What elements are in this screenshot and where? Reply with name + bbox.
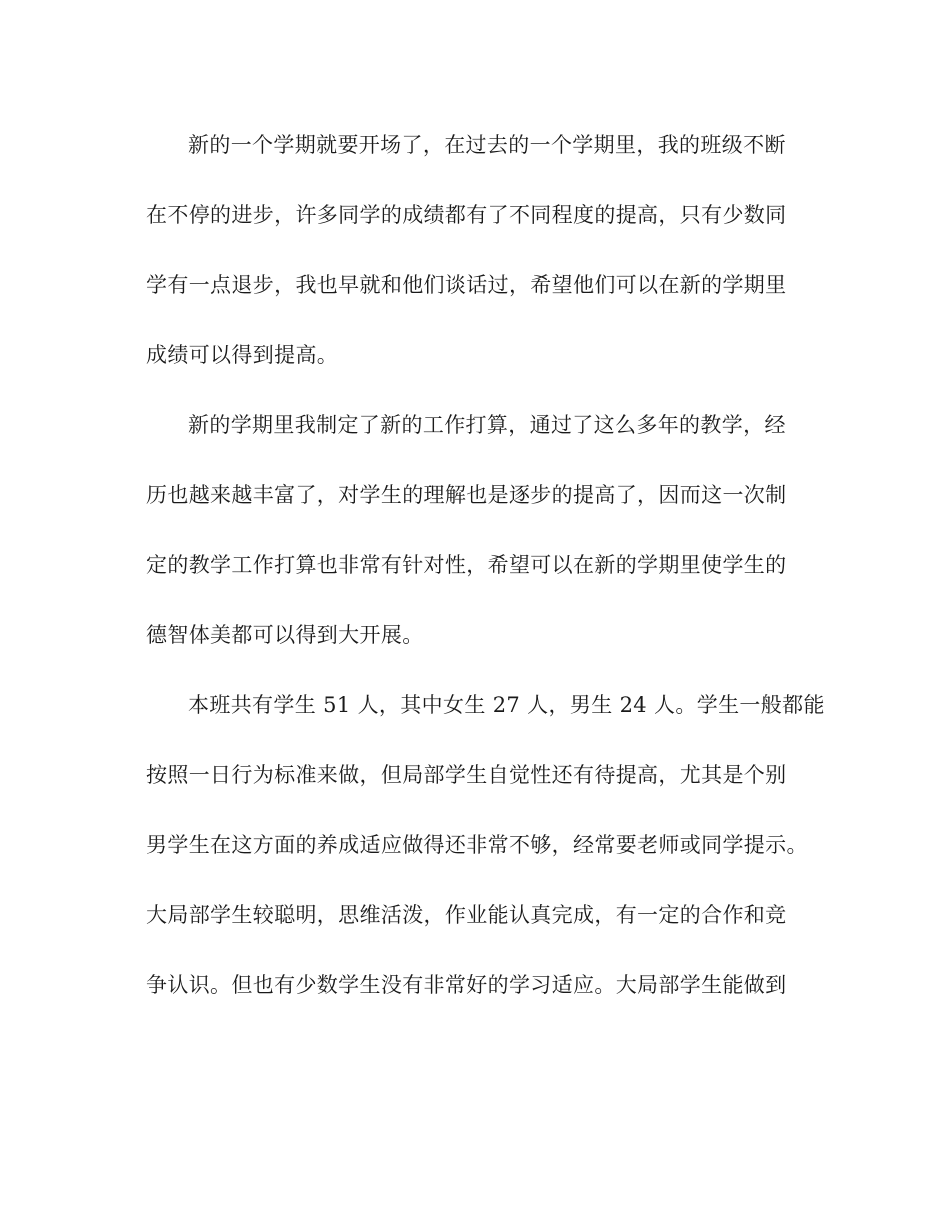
text-line: 新的一个学期就要开场了，在过去的一个学期里，我的班级不断 [188, 133, 786, 157]
text-line: 本班共有学生 51 人，其中女生 27 人，男生 24 人。学生一般都能 [188, 693, 825, 717]
text-line: 新的学期里我制定了新的工作打算，通过了这么多年的教学，经 [188, 413, 786, 437]
text-line: 定的教学工作打算也非常有针对性，希望可以在新的学期里使学生的 [146, 553, 787, 577]
text-line: 大局部学生较聪明，思维活泼，作业能认真完成，有一定的合作和竞 [146, 903, 787, 927]
text-line: 争认识。但也有少数学生没有非常好的学习适应。大局部学生能做到 [146, 973, 787, 997]
text-line: 按照一日行为标准来做，但局部学生自觉性还有待提高，尤其是个别 [146, 763, 787, 787]
text-line: 成绩可以得到提高。 [146, 343, 339, 367]
text-line: 男学生在这方面的养成适应做得还非常不够，经常要老师或同学提示。 [146, 833, 808, 857]
document-body [146, 123, 826, 1033]
text-line: 历也越来越丰富了，对学生的理解也是逐步的提高了，因而这一次制 [146, 483, 787, 507]
text-line: 学有一点退步，我也早就和他们谈话过，希望他们可以在新的学期里 [146, 273, 787, 297]
text-line: 在不停的进步，许多同学的成绩都有了不同程度的提高，只有少数同 [146, 203, 787, 227]
text-line: 德智体美都可以得到大开展。 [146, 623, 424, 647]
